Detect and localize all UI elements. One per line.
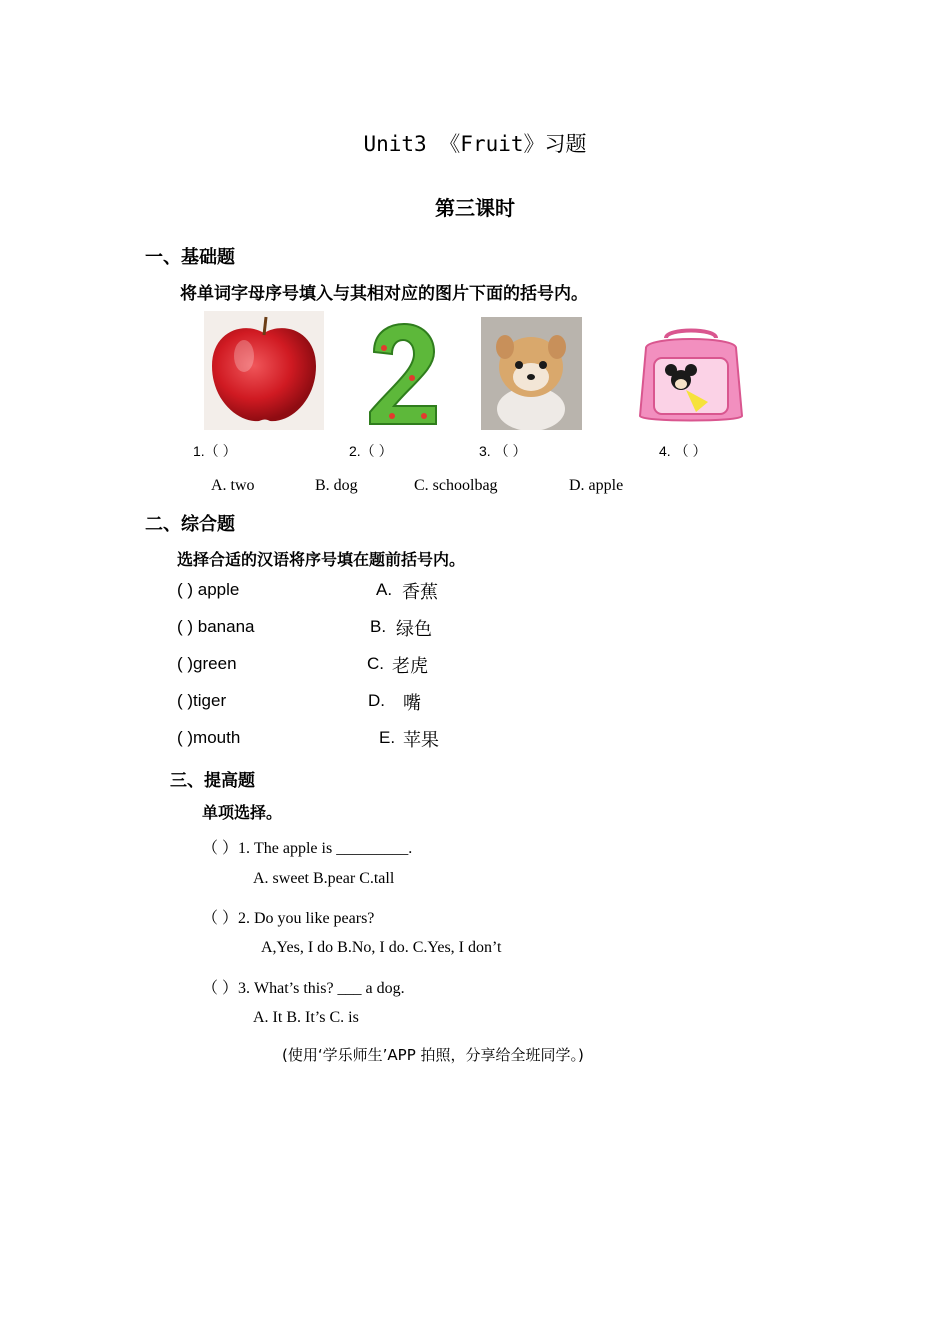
match-letter-d: D. bbox=[368, 691, 385, 710]
match-letter-b: B. bbox=[370, 617, 387, 636]
question-3[interactable]: （ ）3. What’s this? ___ a dog. bbox=[202, 980, 405, 997]
section2-heading: 二、综合题 bbox=[145, 514, 235, 535]
match-row-1[interactable]: ( ) apple bbox=[177, 580, 240, 599]
blank-3[interactable]: 3. （ ） bbox=[479, 443, 527, 459]
blank-2[interactable]: 2.（ ） bbox=[349, 443, 393, 459]
blank-1[interactable]: 1.（ ） bbox=[193, 443, 237, 459]
puppy-picture bbox=[481, 317, 582, 430]
match-cn-d: 嘴 bbox=[403, 693, 421, 714]
page-title: Unit3 《Fruit》习题 bbox=[363, 132, 587, 156]
section3-instruction: 单项选择。 bbox=[202, 803, 283, 822]
section3-heading: 三、提高题 bbox=[170, 771, 255, 791]
footer-note: (使用‘学乐师生’APP 拍照，分享给全班同学。) bbox=[282, 1046, 584, 1064]
match-row-4[interactable]: ( )tiger bbox=[177, 691, 227, 710]
match-letter-e: E. bbox=[379, 728, 396, 747]
option-d: D. apple bbox=[569, 477, 624, 494]
schoolbag-picture bbox=[626, 328, 756, 426]
match-letter-a: A. bbox=[376, 580, 393, 599]
option-c: C. schoolbag bbox=[414, 477, 498, 494]
question-3-options: A. It B. It’s C. is bbox=[253, 1009, 359, 1026]
match-cn-e: 苹果 bbox=[403, 730, 439, 751]
number-two-picture bbox=[362, 320, 444, 428]
match-cn-c: 老虎 bbox=[392, 656, 428, 677]
match-row-3[interactable]: ( )green bbox=[177, 654, 237, 673]
option-b: B. dog bbox=[315, 477, 358, 494]
page-subtitle: 第三课时 bbox=[435, 196, 515, 220]
match-row-2[interactable]: ( ) banana bbox=[177, 617, 255, 636]
question-2[interactable]: （ ）2. Do you like pears? bbox=[202, 910, 375, 927]
match-cn-b: 绿色 bbox=[396, 619, 432, 640]
section1-instruction: 将单词字母序号填入与其相对应的图片下面的括号内。 bbox=[180, 284, 588, 304]
section1-heading: 一、基础题 bbox=[145, 247, 235, 268]
question-1[interactable]: （ ）1. The apple is _________. bbox=[202, 840, 413, 857]
match-letter-c: C. bbox=[367, 654, 384, 673]
option-a: A. two bbox=[211, 477, 255, 494]
section2-instruction: 选择合适的汉语将序号填在题前括号内。 bbox=[177, 550, 466, 569]
match-cn-a: 香蕉 bbox=[402, 582, 438, 603]
apple-picture bbox=[204, 311, 324, 430]
question-1-options: A. sweet B.pear C.tall bbox=[253, 870, 395, 887]
blank-4[interactable]: 4. （ ） bbox=[659, 443, 707, 459]
question-2-options: A,Yes, I do B.No, I do. C.Yes, I don’t bbox=[261, 939, 502, 956]
match-row-5[interactable]: ( )mouth bbox=[177, 728, 241, 747]
